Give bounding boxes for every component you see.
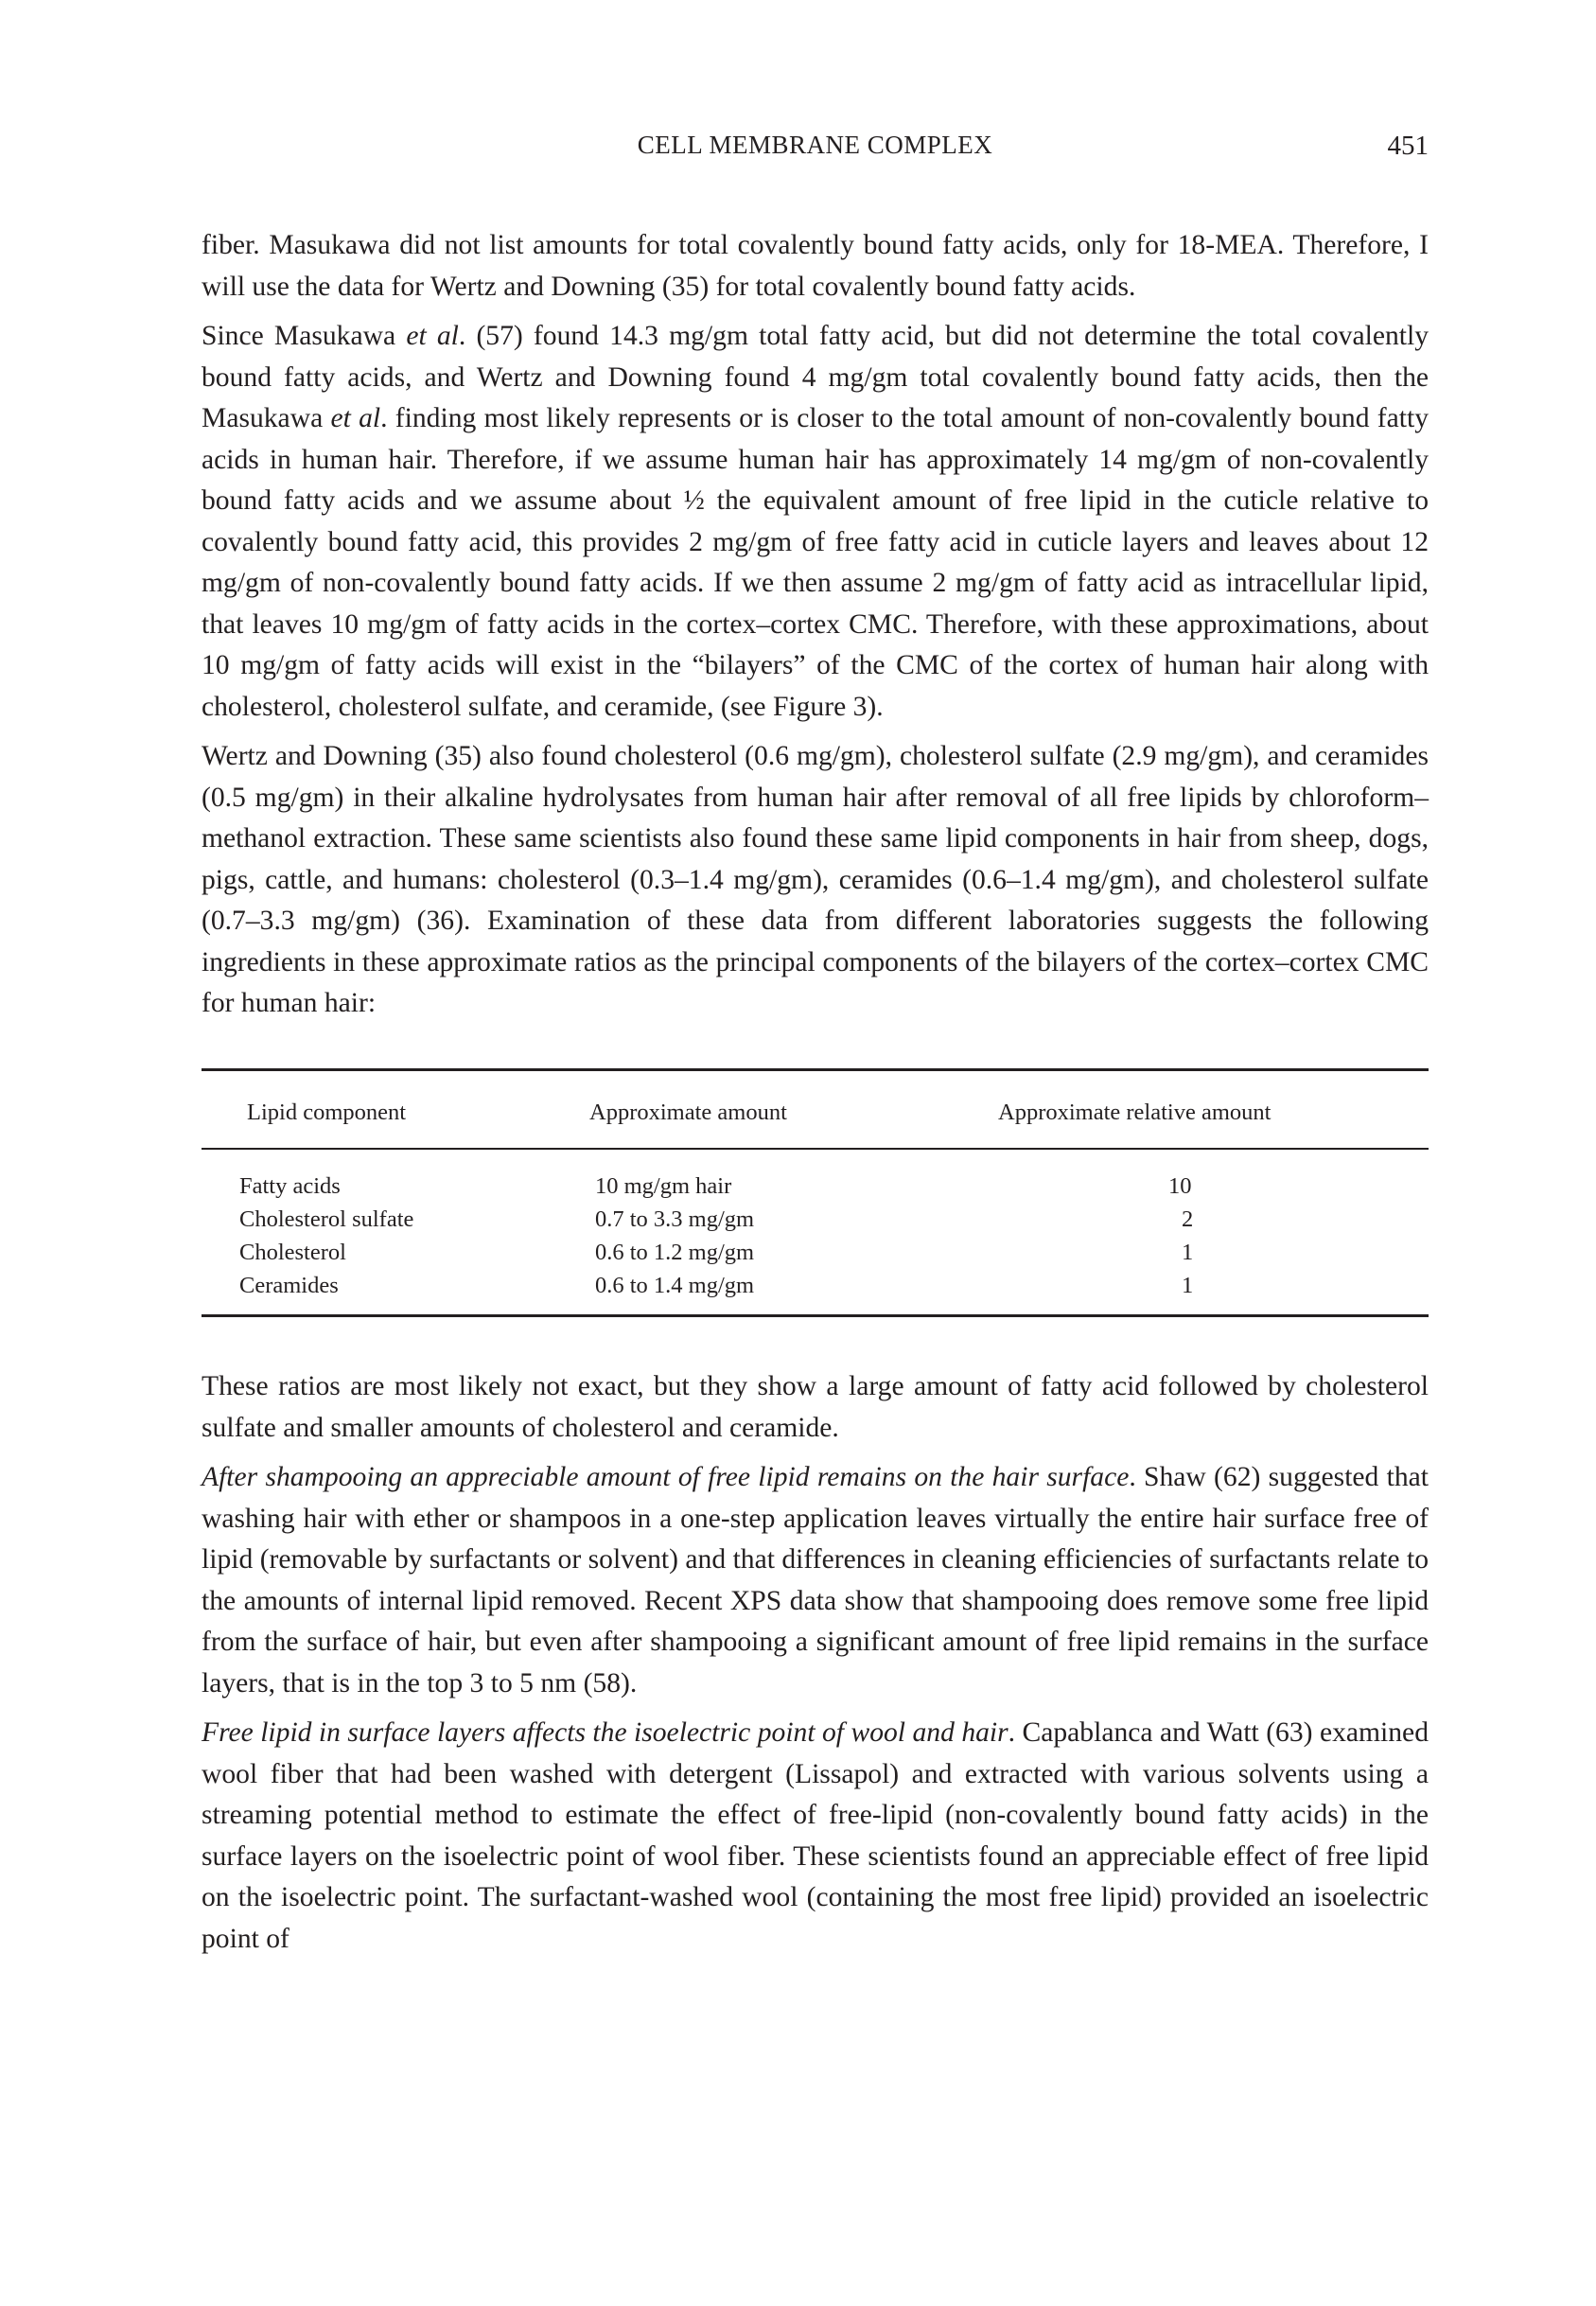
cell-relative-amount: 2 [1182, 1206, 1194, 1232]
cell-lipid-component: Ceramides [239, 1273, 339, 1298]
paragraph-5-text: . Shaw (62) suggested that washing hair with ether or shampoos in a one-step application leaves virtually the entire hair surface free of lipid (removable by surfactants or solvent) and that differences in cleaning efficiencies of surfactants relate to the amounts of internal lipid removed. Recent XPS data show that shampooing does remove some free lipid from the surface of hair, but even after shampooing a significant amount of free lipid remains in the surface layers, that is in the top 3 to 5 nm (58). [202, 1462, 1429, 1699]
paragraph-4: These ratios are most likely not exact, but they show a large amount of fatty acid followed by cholesterol sulfate and smaller amounts of cholesterol and ceramide. [202, 1371, 1429, 1443]
cell-approximate-amount: 0.6 to 1.2 mg/gm [595, 1240, 755, 1265]
paragraph-3: Wertz and Downing (35) also found cholesterol (0.6 mg/gm), cholesterol sulfate (2.9 mg/gm), and ceramides (0.5 mg/gm) in their alkaline hydrolysates from human hair after removal of all free lipids by chloroform–methanol extraction. These same scientists also found these same lipid components in hair from sheep, dogs, pigs, cattle, and humans: cholesterol (0.3–1.4 mg/gm), ceramides (0.6–1.4 mg/gm), and cholesterol sulfate (0.7–3.3 mg/gm) (36). Examination of these data from different laboratories suggests the following ingredients in these approximate ratios as the principal components of the bilayers of the cortex–cortex CMC for human hair: [202, 741, 1429, 1018]
table-row [202, 1149, 1429, 1203]
table-row [202, 1269, 1429, 1316]
paragraph-2-italic-etal-1: et al [406, 321, 459, 351]
table-row [202, 1236, 1429, 1269]
paragraph-2-italic-etal-2: et al [330, 403, 381, 433]
page-header [202, 131, 1429, 168]
cell-lipid-component: Cholesterol sulfate [239, 1206, 414, 1232]
paragraph-1: fiber. Masukawa did not list amounts for total covalently bound fatty acids, only for 18-MEA. Therefore, I will use the data for Wertz and Downing (35) for total covalently bound fatty acids. [202, 230, 1429, 302]
column-header-approximate-amount: Approximate amount [578, 1069, 992, 1149]
cell-relative-amount: 10 [1168, 1173, 1192, 1199]
body-text [202, 225, 1429, 1968]
column-header-lipid-component: Lipid component [202, 1069, 578, 1149]
cell-relative-amount: 1 [1182, 1273, 1194, 1298]
table-header-row [202, 1069, 1429, 1149]
table-row [202, 1203, 1429, 1236]
paragraph-2-text-a: Since Masukawa [202, 321, 407, 351]
paragraph-2-text-e: . finding most likely represents or is closer to the total amount of non-covalently bound fatty acids in human hair. Therefore, if we assume human hair has approximately 14 mg/gm of non-covalently bound fatty acids and we assume about ½ the equivalent amount of free lipid in the cuticle relative to covalently bound fatty acid, this provides 2 mg/gm of free fatty acid in cuticle layers and leaves about 12 mg/gm of non-covalently bound fatty acids. If we then assume 2 mg/gm of fatty acid as intracellular lipid, that leaves 10 mg/gm of fatty acids in the cortex–cortex CMC. Therefore, with these approximations, about 10 mg/gm of fatty acids will exist in the “bilayers” of the CMC of the cortex of human hair along with cholesterol, cholesterol sulfate, and ceramide, (see Figure 3). [202, 403, 1429, 722]
lipid-components-table [202, 1068, 1429, 1318]
cell-approximate-amount: 10 mg/gm hair [595, 1173, 732, 1199]
cell-lipid-component: Fatty acids [239, 1173, 341, 1199]
cell-lipid-component: Cholesterol [239, 1240, 346, 1265]
cell-approximate-amount: 0.7 to 3.3 mg/gm [595, 1206, 755, 1232]
cell-approximate-amount: 0.6 to 1.4 mg/gm [595, 1273, 755, 1298]
paragraph-2 [202, 316, 1429, 728]
page-number: 451 [1387, 131, 1429, 161]
lipid-table-wrapper [202, 1068, 1429, 1318]
paragraph-5-italic-lead: After shampooing an appreciable amount of free lipid remains on the hair surface [202, 1462, 1130, 1492]
paragraph-6 [202, 1713, 1429, 1960]
cell-relative-amount: 1 [1182, 1240, 1194, 1265]
paragraph-2-text-c: . (57) found 14.3 mg/gm total fatty acid, but did not determine the total covalently bound fatty acids, and Wertz and Downing found 4 mg/gm total covalently bound fatty acids, then the Masukawa [202, 321, 1429, 433]
paragraph-6-italic-lead: Free lipid in surface layers affects the isoelectric point of wool and hair [202, 1717, 1008, 1748]
column-header-relative-amount: Approximate relative amount [992, 1069, 1429, 1149]
paragraph-5 [202, 1457, 1429, 1704]
running-head: CELL MEMBRANE COMPLEX [637, 131, 993, 159]
paragraph-6-text: . Capablanca and Watt (63) examined wool fiber that had been washed with detergent (Lissapol) and extracted with various solvents using a streaming potential method to estimate the effect of free-lipid (non-covalently bound fatty acids) in the surface layers on the isoelectric point of wool fiber. These scientists found an appreciable effect of free lipid on the isoelectric point. The surfactant-washed wool (containing the most free lipid) provided an isoelectric point of [202, 1717, 1429, 1954]
